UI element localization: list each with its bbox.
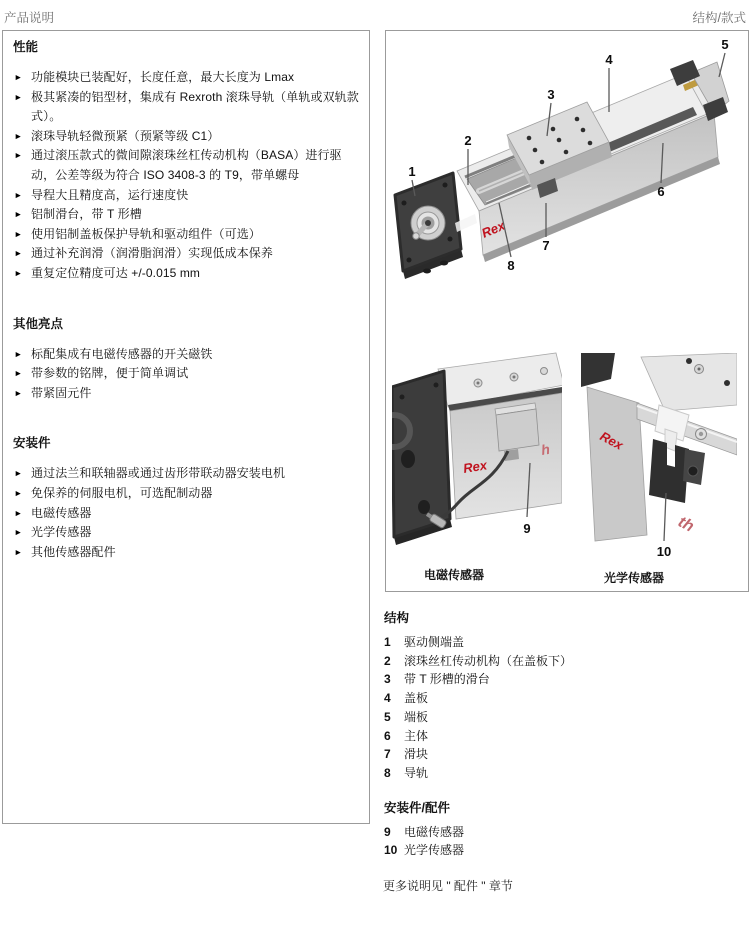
bullet-triangle-icon: ► [14, 189, 23, 200]
legend-number: 10 [384, 843, 398, 858]
legend-row [384, 670, 744, 689]
feature-item [13, 68, 359, 88]
callout-4: 4 [605, 52, 613, 67]
legend-number: 4 [384, 691, 391, 706]
brand-logo: Rex [479, 217, 508, 241]
legend-label: 驱动侧端盖 [404, 635, 465, 649]
legend-number: 5 [384, 709, 391, 724]
bullet-triangle-icon: ► [14, 72, 23, 82]
optical-sensor-photo [581, 353, 737, 563]
bullet-triangle-icon: ► [14, 368, 23, 379]
features-sections [13, 37, 359, 562]
bullet-triangle-icon: ► [14, 91, 23, 102]
legend-label: 带 T 形槽的滑台 [404, 672, 490, 687]
bullet-triangle-icon: ► [14, 487, 23, 498]
feature-text: 重复定位精度可达 +/-0.015 mm [31, 265, 201, 280]
callout-10-leader [664, 493, 666, 541]
feature-list [13, 345, 359, 404]
optical-sensor-caption: 光学传感器 [604, 571, 665, 585]
feature-text: 滚珠导轨轻微预紧（预紧等级 C1） [31, 128, 220, 143]
photo2-corner-block [581, 353, 615, 387]
legend-label: 导轨 [404, 765, 429, 780]
feature-item [13, 364, 359, 384]
legend-number: 8 [384, 765, 391, 780]
bullet-triangle-icon: ► [14, 150, 23, 161]
feature-list [13, 464, 359, 562]
bullet-triangle-icon: ► [14, 267, 23, 278]
legend-structure-items [384, 633, 744, 783]
legend-number: 2 [384, 653, 391, 668]
footer-note: 更多说明见 " 配件 " 章节 [383, 879, 513, 893]
legend [384, 608, 744, 860]
callout-10: 10 [656, 544, 672, 559]
legend-row [384, 745, 744, 764]
feature-item [13, 127, 359, 147]
legend-number: 7 [384, 747, 391, 762]
magnetic-sensor-caption: 电磁传感器 [424, 568, 485, 582]
section-heading: 性能 [13, 40, 39, 54]
legend-label: 滑块 [404, 747, 429, 762]
photo2-brand-tail: th [675, 513, 697, 536]
features-panel [2, 30, 370, 824]
legend-number: 6 [384, 728, 391, 743]
bullet-triangle-icon: ► [14, 130, 23, 141]
legend-structure-heading: 结构 [384, 611, 410, 625]
feature-item [13, 225, 359, 245]
legend-row [384, 727, 744, 746]
photo2-brand: Rex [597, 428, 626, 453]
bullet-triangle-icon: ► [14, 387, 23, 398]
callout-5: 5 [721, 37, 729, 52]
feature-item [13, 484, 359, 504]
section-heading: 安装件 [13, 436, 51, 451]
feature-text: 其他传感器配件 [31, 544, 116, 559]
feature-item [13, 384, 359, 404]
feature-item [13, 464, 359, 484]
bullet-triangle-icon: ► [14, 507, 23, 518]
legend-number: 3 [384, 672, 391, 687]
legend-label: 端板 [404, 709, 429, 724]
feature-list [13, 68, 359, 284]
bullet-triangle-icon: ► [14, 248, 23, 259]
legend-label: 滚珠丝杠传动机构（在盖板下） [404, 653, 573, 668]
photo1-brand: Rex [462, 457, 489, 476]
legend-label: 光学传感器 [404, 843, 465, 858]
feature-text: 标配集成有电磁传感器的开关磁铁 [31, 346, 213, 361]
photo1-brand-tail: h [539, 440, 551, 458]
legend-row [384, 764, 744, 783]
feature-text: 电磁传感器 [31, 505, 92, 520]
feature-text: 导程大且精度高，运行速度快 [31, 187, 189, 202]
feature-text: 铝制滑台，带 T 形槽 [31, 207, 142, 222]
bullet-triangle-icon: ► [14, 527, 23, 538]
legend-row [384, 823, 744, 842]
feature-text: 使用铝制盖板保护导轨和驱动组件（可选） [31, 226, 261, 241]
figure-box [385, 30, 749, 592]
linear-module-illustration [387, 33, 747, 343]
feature-text: 免保养的伺服电机，可选配制动器 [31, 485, 213, 500]
feature-text: 带紧固元件 [31, 385, 92, 400]
optical-sensor-screw [688, 466, 698, 476]
legend-row [384, 708, 744, 727]
page-title: 产品说明 [4, 11, 55, 25]
callout-8: 8 [507, 258, 515, 273]
feature-text: 通过滚压款式的微间隙滚珠丝杠传动机构（BASA）进行驱动，公差等级为符合 ISO 3408-3 的 T9，带单螺母 [31, 148, 342, 182]
legend-accessory-items [384, 823, 744, 860]
feature-text: 功能模块已装配好，长度任意，最大长度为 Lmax [31, 70, 295, 84]
feature-item [13, 543, 359, 563]
feature-text: 通过补充润滑（润滑脂润滑）实现低成本保养 [31, 246, 274, 261]
feature-item [13, 264, 359, 284]
magnetic-sensor-photo [392, 351, 562, 551]
feature-text: 通过法兰和联轴器或通过齿形带联动器安装电机 [31, 466, 286, 481]
callout-9: 9 [523, 521, 531, 536]
legend-row [384, 841, 744, 860]
legend-number: 1 [384, 635, 391, 649]
feature-item [13, 205, 359, 225]
callout-6: 6 [657, 184, 665, 199]
legend-row [384, 689, 744, 708]
feature-item [13, 345, 359, 365]
feature-item [13, 186, 359, 206]
bearing-face [411, 206, 445, 240]
magnetic-sensor-body [496, 409, 539, 451]
bullet-triangle-icon: ► [14, 546, 23, 557]
callout-7: 7 [542, 238, 550, 253]
feature-text: 光学传感器 [31, 525, 92, 540]
legend-label: 主体 [404, 728, 429, 743]
feature-item [13, 146, 359, 185]
legend-label: 电磁传感器 [404, 824, 465, 839]
bullet-triangle-icon: ► [14, 209, 23, 220]
callout-2: 2 [464, 133, 472, 148]
bullet-triangle-icon: ► [14, 228, 23, 239]
feature-item [13, 523, 359, 543]
feature-text: 带参数的铭牌，便于简单调试 [31, 366, 189, 381]
callout-3: 3 [547, 87, 555, 102]
section-title: 结构/款式 [692, 11, 746, 25]
legend-row [384, 633, 744, 652]
feature-item [13, 244, 359, 264]
feature-item [13, 88, 359, 127]
legend-row [384, 652, 744, 671]
section-heading: 其他亮点 [13, 316, 64, 331]
bullet-triangle-icon: ► [14, 348, 23, 359]
legend-number: 9 [384, 824, 391, 839]
callout-1: 1 [408, 164, 416, 179]
legend-label: 盖板 [404, 691, 429, 706]
legend-accessories-heading: 安装件/配件 [384, 800, 450, 815]
bullet-triangle-icon: ► [14, 468, 23, 479]
feature-text: 极其紧凑的铝型材，集成有 Rexroth 滚珠导轨（单轨或双轨款式）。 [31, 89, 359, 124]
feature-item [13, 504, 359, 524]
